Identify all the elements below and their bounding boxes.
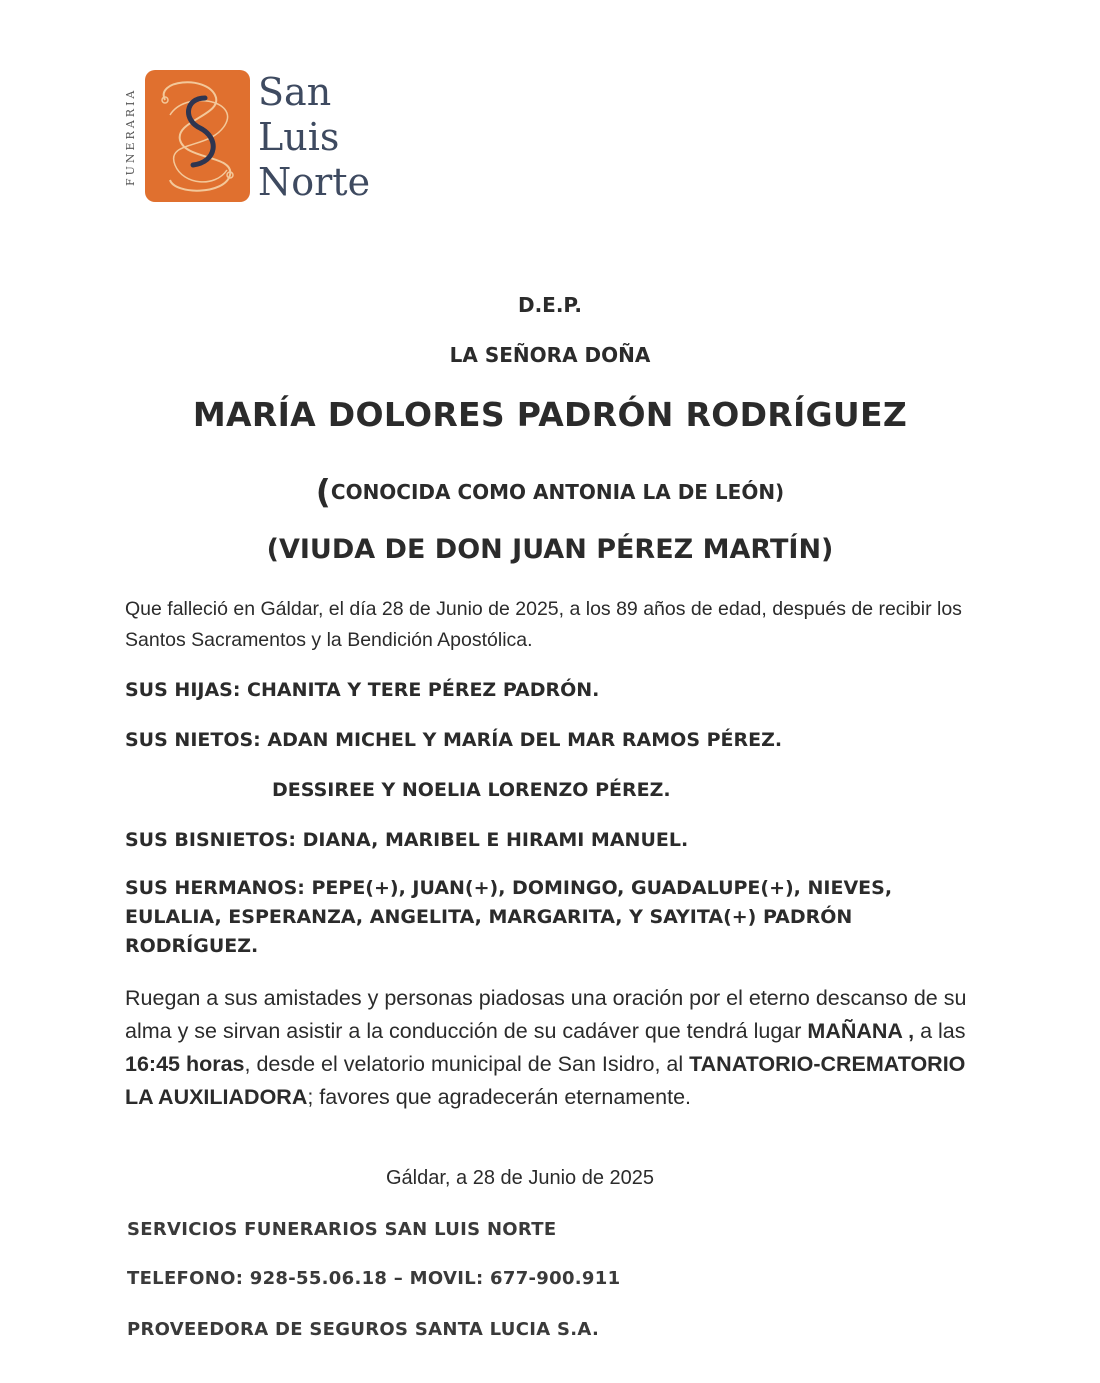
known-as [0,472,1100,511]
logo-wordmark [258,70,370,205]
dep-heading: D.E.P. [517,293,583,317]
request-time: 16:45 horas [125,1052,245,1076]
logo-word-2: Luis [258,115,340,159]
request-destination: TANATORIO-CREMATORIO LA AUXILIADORA [125,1052,966,1109]
footer-insurer: PROVEEDORA DE SEGUROS SANTA LUCIA S.A. [127,1319,600,1340]
family-great-grandchildren: SUS BISNIETOS: DIANA, MARIBEL E HIRAMI MANUEL. [125,829,689,851]
deceased-name: MARÍA DOLORES PADRÓN RODRÍGUEZ [192,395,908,434]
logo-side-label: FUNERARIA [124,87,137,187]
footer-phones: TELEFONO: 928-55.06.18 – MOVIL: 677-900.911 [127,1268,621,1289]
request-part4: ; favores que agradecerán eternamente. [307,1085,692,1109]
request-part1: Ruegan a sus amistades y personas piadosas una oración por el eterno descanso de su alma y se sirvan asistir a la conducción de su cadáver que tendrá lugar [125,986,967,1043]
family-siblings: SUS HERMANOS: PEPE(+), JUAN(+), DOMINGO, GUADALUPE(+), NIEVES, EULALIA, ESPERANZA, ANGELITA, MARGARITA, Y SAYITA(+) PADRÓN RODRÍGUEZ. [125,877,893,957]
request-part3: , desde el velatorio municipal de San Isidro, al [244,1052,690,1076]
footer-company: SERVICIOS FUNERARIOS SAN LUIS NORTE [127,1219,557,1240]
family-daughters: SUS HIJAS: CHANITA Y TERE PÉREZ PADRÓN. [125,679,600,701]
request-when: MAÑANA , [807,1019,915,1043]
honorific: LA SEÑORA DOÑA [449,343,651,367]
family-grandchildren: SUS NIETOS: ADAN MICHEL Y MARÍA DEL MAR RAMOS PÉREZ. [125,729,783,751]
known-as-paren: ( [315,472,331,511]
logo-word-1: San [258,70,332,114]
known-as-text: CONOCIDA COMO ANTONIA LA DE LEÓN) [330,480,785,504]
logo-word-3: Norte [258,160,371,204]
funeral-request [125,982,985,1114]
widow-of: (VIUDA DE DON JUAN PÉREZ MARTÍN) [266,534,834,565]
logo-emblem [145,70,250,202]
logo-flourish-icon [145,70,250,202]
place-date: Gáldar, a 28 de Junio de 2025 [386,1167,654,1189]
request-part2: a las [914,1019,966,1043]
death-notice: Que falleció en Gáldar, el día 28 de Junio de 2025, a los 89 años de edad, después de recibir los Santos Sacramentos y la Bendición Apostólica. [125,598,962,651]
family-grandchildren-cont: DESSIREE Y NOELIA LORENZO PÉREZ. [272,779,671,801]
